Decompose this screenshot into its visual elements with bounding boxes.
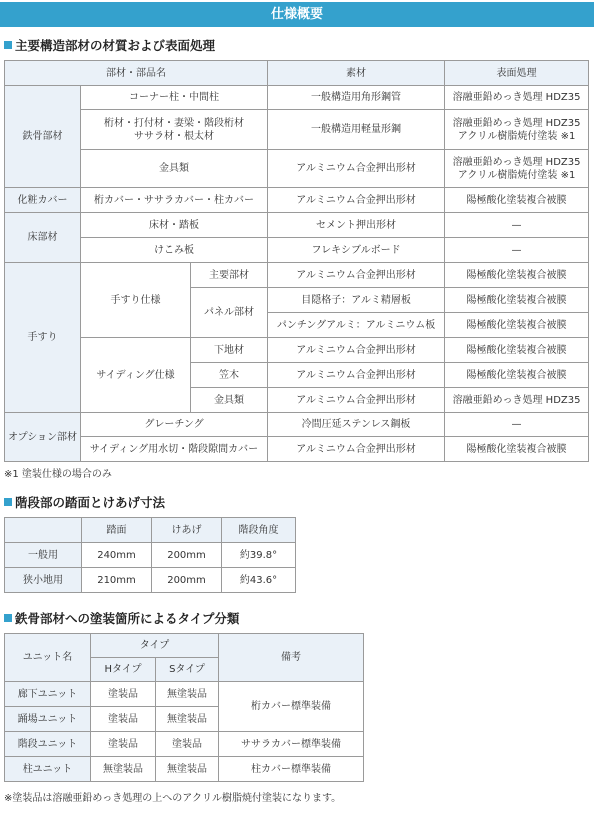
material-cell: アルミニウム合金押出形材 (268, 338, 445, 363)
part-cell: けこみ板 (81, 238, 268, 263)
header-remark: 備考 (219, 634, 364, 682)
square-bullet-icon (4, 614, 12, 622)
row-label: 一般用 (5, 543, 82, 568)
square-bullet-icon (4, 498, 12, 506)
material-cell: 目隠格子：アルミ精層板 (268, 288, 445, 313)
header-finish: 表面処理 (445, 61, 589, 86)
finish-line: アクリル樹脂焼付塗装 ※1 (457, 130, 576, 142)
unit-cell: 柱ユニット (5, 757, 91, 782)
material-cell: パンチングアルミ：アルミニウム板 (268, 313, 445, 338)
finish-cell: 溶融亜鉛めっき処理 HDZ35 (445, 388, 589, 413)
material-cell: 一般構造用角形鋼管 (268, 86, 445, 110)
sub-part-cell: 金具類 (191, 388, 268, 413)
finish-cell: 陽極酸化塗装複合被膜 (445, 338, 589, 363)
section1-note: ※1 塗装仕様の場合のみ (4, 469, 112, 480)
section3-note: ※塗装品は溶融亜鉛めっき処理の上へのアクリル樹脂焼付塗装になります。 (4, 793, 342, 804)
finish-line: アクリル樹脂焼付塗装 ※1 (457, 169, 576, 181)
header-type: タイプ (91, 634, 219, 658)
material-cell: 冷間圧延ステンレス鋼板 (268, 413, 445, 437)
part-cell: サイディング用水切・階段隙間カバー (81, 437, 268, 462)
finish-cell: — (445, 413, 589, 437)
paint-type-table (4, 633, 364, 782)
section3-title: 鉄骨部材への塗装箇所によるタイプ分類 (15, 611, 240, 626)
sub-part-cell: 主要部材 (191, 263, 268, 288)
h-type-cell: 塗装品 (91, 682, 156, 707)
header-tread: 踏面 (82, 518, 152, 543)
group-option: オプション部材 (5, 413, 81, 462)
material-cell: アルミニウム合金押出形材 (268, 150, 445, 188)
finish-cell (445, 110, 589, 150)
s-type-cell: 無塗装品 (156, 757, 219, 782)
finish-line: 溶融亜鉛めっき処理 HDZ35 (452, 156, 581, 168)
part-cell (81, 110, 268, 150)
unit-cell: 廊下ユニット (5, 682, 91, 707)
group-rail: 手すり (5, 263, 81, 413)
finish-cell: 陽極酸化塗装複合被膜 (445, 263, 589, 288)
remark-cell: 柱カバー標準装備 (219, 757, 364, 782)
remark-cell: ササラカバー標準装備 (219, 732, 364, 757)
part-line: ササラ材・根太材 (134, 130, 215, 142)
header-unit: ユニット名 (5, 634, 91, 682)
header-riser: けあげ (152, 518, 222, 543)
rail-type-siding: サイディング仕様 (81, 338, 191, 413)
group-steel: 鉄骨部材 (5, 86, 81, 188)
header-part: 部材・部品名 (5, 61, 268, 86)
riser-cell: 200mm (152, 568, 222, 593)
finish-cell: — (445, 213, 589, 238)
s-type-cell: 塗装品 (156, 732, 219, 757)
header-material: 素材 (268, 61, 445, 86)
section3-heading (4, 609, 239, 627)
finish-cell: 陽極酸化塗装複合被膜 (445, 437, 589, 462)
part-cell: 金具類 (81, 150, 268, 188)
material-cell: 一般構造用軽量形鋼 (268, 110, 445, 150)
rail-type-handrail: 手すり仕様 (81, 263, 191, 338)
part-line: 桁材・打付材・妻梁・階段桁材 (104, 117, 245, 129)
part-cell: 桁カバー・ササラカバー・柱カバー (81, 188, 268, 213)
riser-cell: 200mm (152, 543, 222, 568)
finish-cell: 陽極酸化塗装複合被膜 (445, 313, 589, 338)
material-cell: アルミニウム合金押出形材 (268, 363, 445, 388)
part-cell: グレーチング (81, 413, 268, 437)
material-cell: アルミニウム合金押出形材 (268, 188, 445, 213)
section1-title: 主要構造部材の材質および表面処理 (15, 38, 216, 53)
section1-heading (4, 36, 215, 54)
page-banner: 仕様概要 (0, 2, 594, 27)
angle-cell: 約43.6° (222, 568, 296, 593)
row-label: 狭小地用 (5, 568, 82, 593)
section2-title: 階段部の踏面とけあげ寸法 (15, 495, 166, 510)
header-blank (5, 518, 82, 543)
header-s-type: Sタイプ (156, 658, 219, 682)
header-angle: 階段角度 (222, 518, 296, 543)
tread-cell: 240mm (82, 543, 152, 568)
finish-cell: — (445, 238, 589, 263)
angle-cell: 約39.8° (222, 543, 296, 568)
unit-cell: 踊場ユニット (5, 707, 91, 732)
finish-line: 溶融亜鉛めっき処理 HDZ35 (452, 117, 581, 129)
finish-cell: 溶融亜鉛めっき処理 HDZ35 (445, 86, 589, 110)
h-type-cell: 塗装品 (91, 732, 156, 757)
s-type-cell: 無塗装品 (156, 682, 219, 707)
material-cell: フレキシブルボード (268, 238, 445, 263)
material-cell: アルミニウム合金押出形材 (268, 263, 445, 288)
finish-cell: 陽極酸化塗装複合被膜 (445, 288, 589, 313)
square-bullet-icon (4, 41, 12, 49)
group-floor: 床部材 (5, 213, 81, 263)
sub-part-cell: パネル部材 (191, 288, 268, 338)
header-h-type: Hタイプ (91, 658, 156, 682)
group-cover: 化粧カバー (5, 188, 81, 213)
unit-cell: 階段ユニット (5, 732, 91, 757)
finish-cell: 陽極酸化塗装複合被膜 (445, 188, 589, 213)
remark-cell: 桁カバー標準装備 (219, 682, 364, 732)
finish-cell: 陽極酸化塗装複合被膜 (445, 363, 589, 388)
material-cell: セメント押出形材 (268, 213, 445, 238)
sub-part-cell: 下地材 (191, 338, 268, 363)
material-cell: アルミニウム合金押出形材 (268, 388, 445, 413)
stair-dimension-table (4, 517, 296, 593)
material-cell: アルミニウム合金押出形材 (268, 437, 445, 462)
sub-part-cell: 笠木 (191, 363, 268, 388)
h-type-cell: 無塗装品 (91, 757, 156, 782)
h-type-cell: 塗装品 (91, 707, 156, 732)
part-cell: 床材・踏板 (81, 213, 268, 238)
tread-cell: 210mm (82, 568, 152, 593)
part-cell: コーナー柱・中間柱 (81, 86, 268, 110)
finish-cell (445, 150, 589, 188)
section2-heading (4, 493, 165, 511)
s-type-cell: 無塗装品 (156, 707, 219, 732)
materials-table (4, 60, 589, 462)
